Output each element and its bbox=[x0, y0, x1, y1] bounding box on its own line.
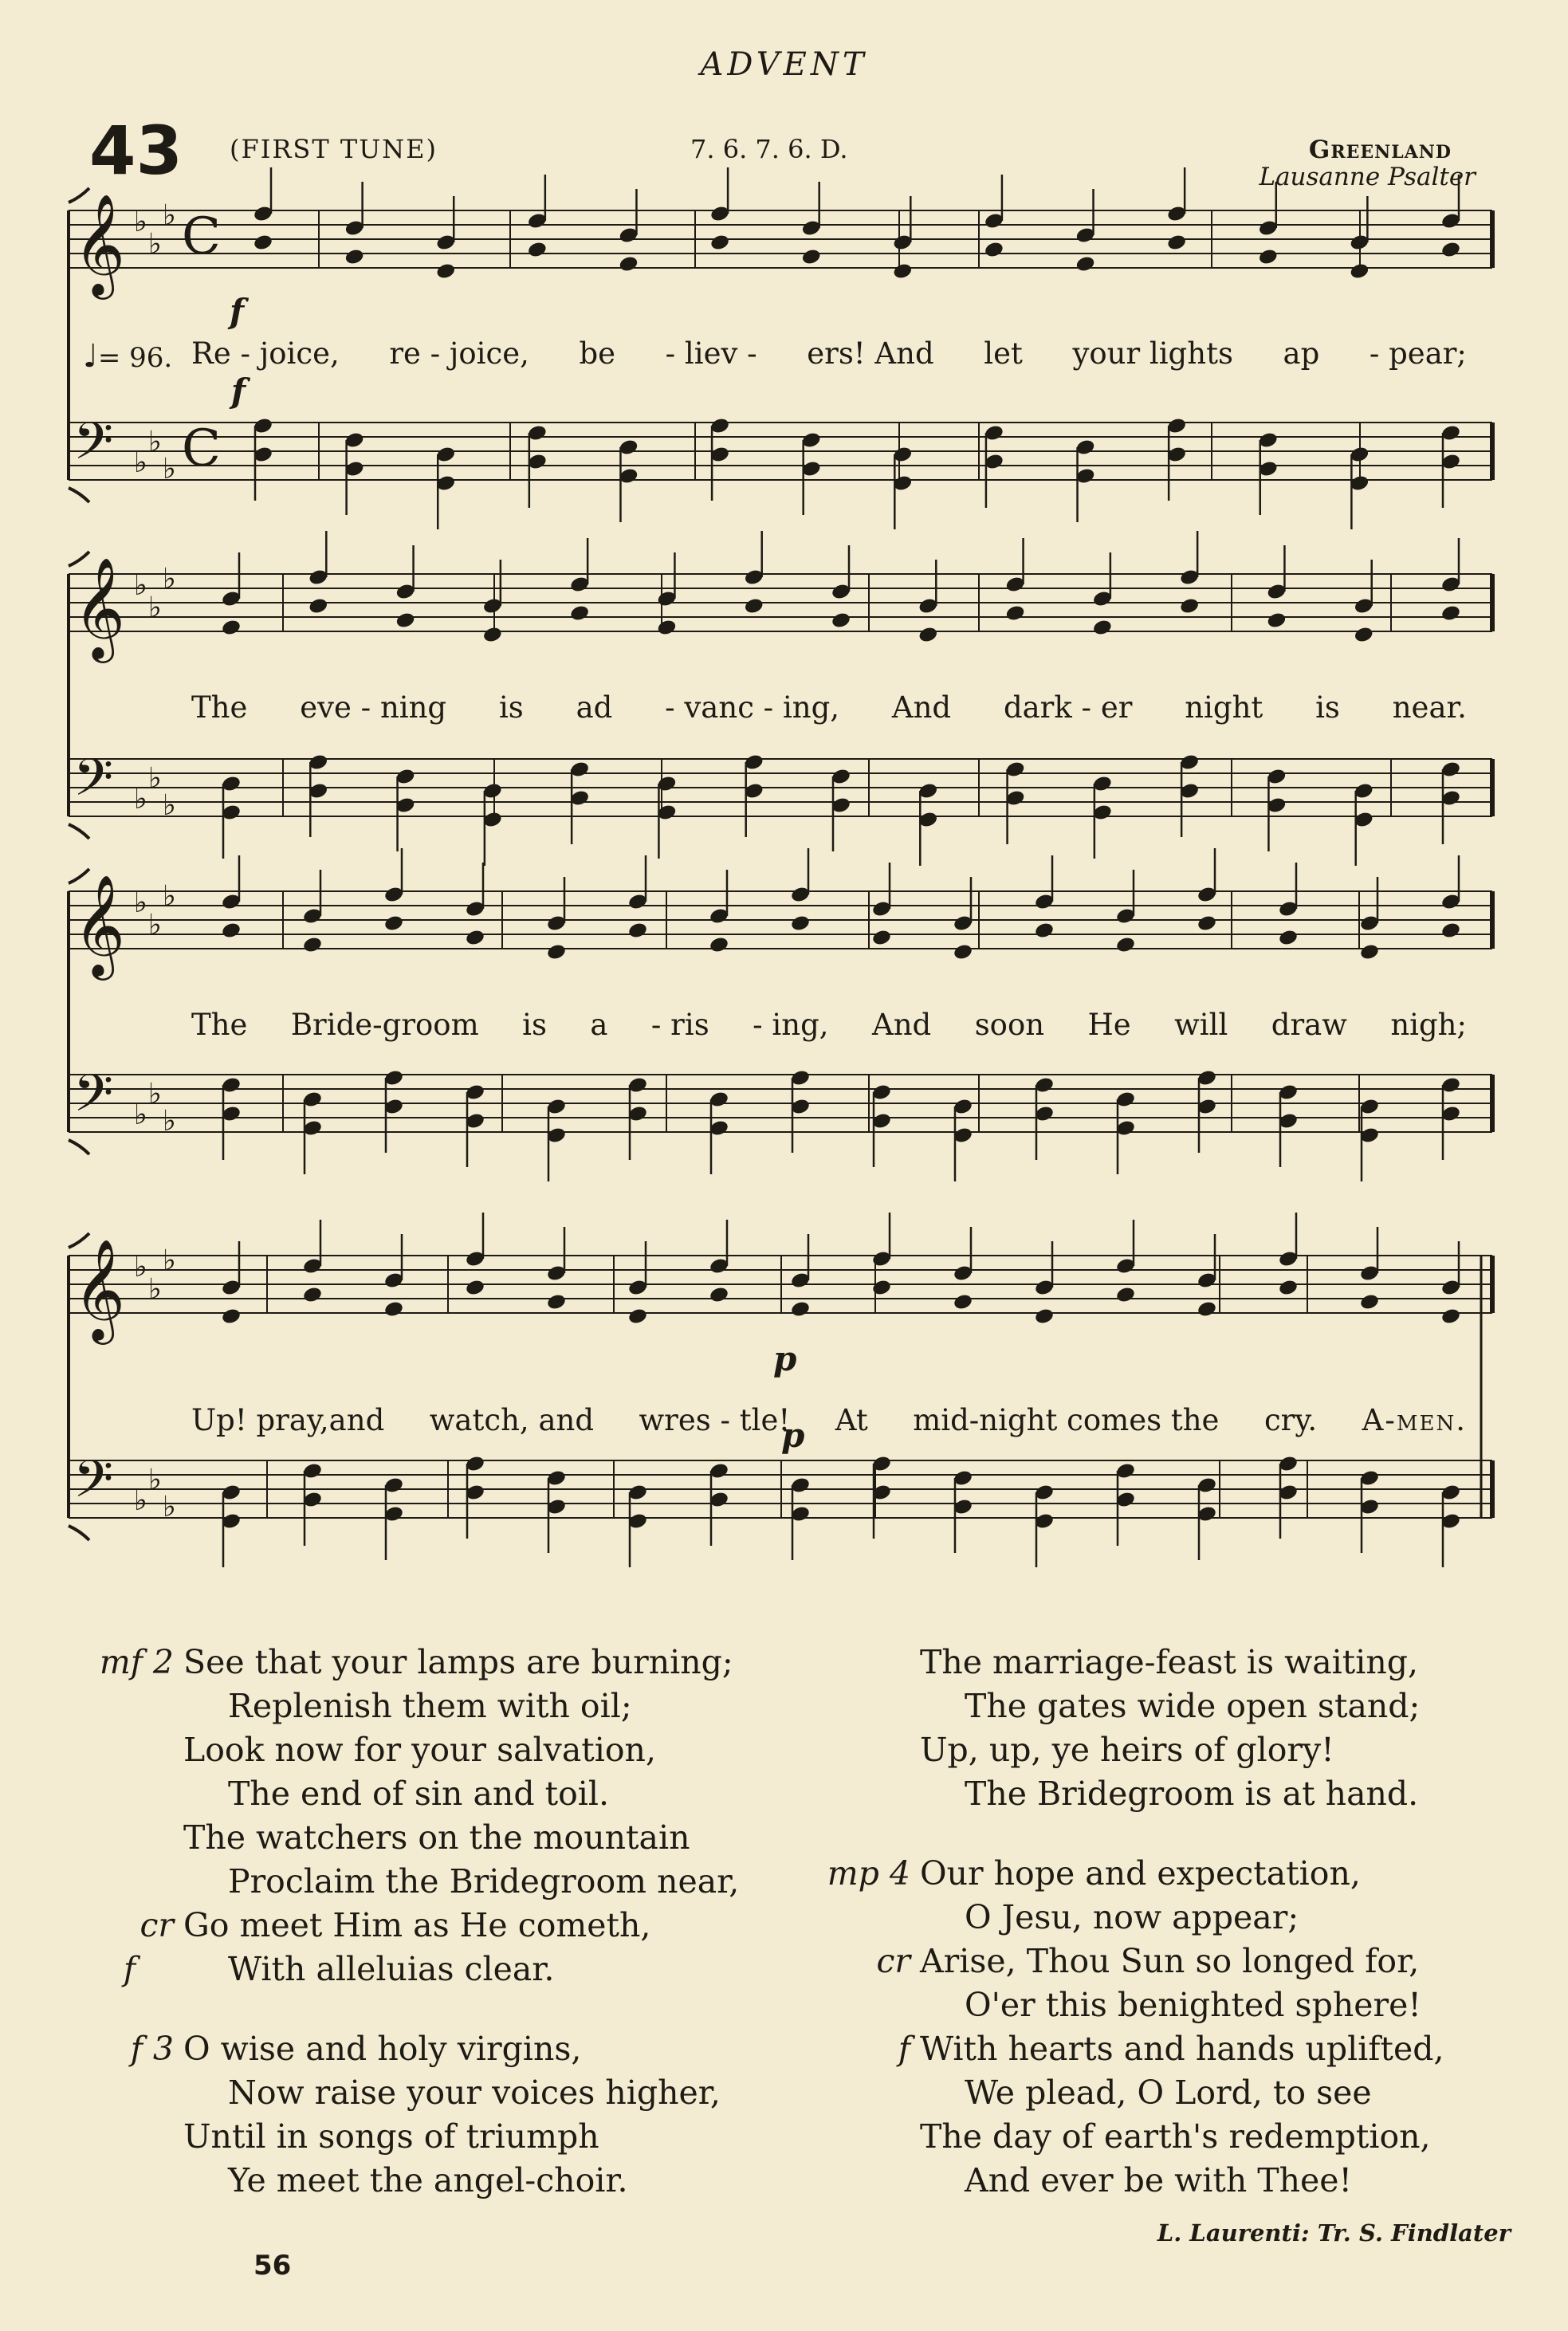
lyric-syllable: draw bbox=[1271, 1008, 1347, 1042]
notehead-icon bbox=[221, 922, 242, 940]
flat-icon: ♭ bbox=[134, 446, 147, 479]
lyric-syllable: ap bbox=[1283, 336, 1320, 371]
tune-note: (FIRST TUNE) bbox=[230, 134, 438, 164]
verse-line bbox=[827, 1852, 1444, 1896]
lyric-syllable: Bride-groom bbox=[290, 1008, 479, 1042]
lyric-syllable: - pear; bbox=[1369, 336, 1467, 371]
notehead-icon bbox=[627, 922, 648, 940]
notehead-icon bbox=[656, 619, 677, 637]
verse-line bbox=[920, 1983, 1444, 2027]
lyric-syllable: is bbox=[522, 1008, 547, 1042]
verse-text: Arise, Thou Sun so longed for, bbox=[920, 1942, 1420, 1980]
verses-left-column bbox=[99, 1641, 740, 2239]
verse-line bbox=[183, 1728, 739, 1772]
lyric-syllable: And bbox=[871, 1008, 932, 1042]
verse-text: O wise and holy virgins, bbox=[183, 2030, 582, 2068]
notehead-icon bbox=[308, 597, 328, 615]
lyric-syllable: be bbox=[579, 336, 616, 371]
bracket-cap bbox=[69, 488, 89, 502]
lyric-syllable: ad bbox=[576, 690, 613, 725]
notehead-icon bbox=[482, 626, 503, 644]
flat-icon: ♭ bbox=[134, 886, 147, 919]
hymn-number: 43 bbox=[89, 112, 183, 190]
notehead-icon bbox=[790, 914, 811, 933]
verse-text: We plead, O Lord, to see bbox=[965, 2074, 1372, 2112]
flat-icon: ♭ bbox=[134, 569, 147, 602]
meter: 7. 6. 7. 6. D. bbox=[690, 134, 848, 164]
lyric-syllable: The bbox=[191, 1008, 248, 1042]
verse-text: The Bridegroom is at hand. bbox=[965, 1775, 1419, 1813]
lyric-syllable: Up! pray,and bbox=[191, 1403, 385, 1437]
notehead-icon bbox=[1440, 1307, 1461, 1326]
lyric-syllable: mid-night comes the bbox=[913, 1403, 1220, 1437]
flat-icon: ♭ bbox=[148, 1464, 162, 1496]
notehead-icon bbox=[831, 611, 851, 630]
verse-line bbox=[183, 2071, 739, 2115]
verse-line bbox=[920, 1896, 1444, 1940]
verse-text: With alleluias clear. bbox=[228, 1950, 555, 1988]
notehead-icon bbox=[546, 1293, 567, 1311]
notehead-icon bbox=[1179, 597, 1200, 615]
page-number: 56 bbox=[253, 2250, 292, 2282]
verse-text: And ever be with Thee! bbox=[965, 2161, 1353, 2199]
notehead-icon bbox=[221, 619, 242, 637]
verse-line bbox=[920, 2071, 1444, 2115]
flat-icon: ♭ bbox=[163, 453, 176, 485]
notehead-icon bbox=[1278, 929, 1299, 947]
notehead-icon bbox=[871, 1279, 892, 1297]
notehead-icon bbox=[1349, 262, 1370, 281]
bass-clef-icon: 𝄢 bbox=[73, 412, 114, 484]
verse-text: Replenish them with oil; bbox=[228, 1687, 632, 1725]
verse-mark: f bbox=[123, 1950, 136, 1988]
bass-clef-icon: 𝄢 bbox=[73, 749, 114, 820]
verse-mark: mf 2 bbox=[99, 1643, 174, 1681]
lyric-syllable: is bbox=[498, 690, 524, 725]
lyric-syllable: - ing, bbox=[753, 1008, 829, 1042]
verse-text: Now raise your voices higher, bbox=[228, 2074, 721, 2112]
flat-icon: ♭ bbox=[134, 1099, 147, 1131]
notehead-icon bbox=[1440, 604, 1461, 623]
verse-line bbox=[123, 1948, 739, 1991]
verse-mark: mp 4 bbox=[827, 1854, 910, 1893]
verse-text: Look now for your salvation, bbox=[183, 1731, 656, 1769]
treble-clef-icon: 𝄞 bbox=[73, 193, 126, 295]
lyric-syllable: - liev - bbox=[665, 336, 757, 371]
verse-text: The day of earth's redemption, bbox=[920, 2117, 1431, 2156]
verse-text: The watchers on the mountain bbox=[183, 1818, 690, 1857]
flat-icon: ♭ bbox=[163, 1491, 176, 1523]
notehead-icon bbox=[1197, 914, 1217, 933]
lyric-syllable: dark - er bbox=[1003, 690, 1133, 725]
notehead-icon bbox=[801, 248, 822, 266]
verse-text: The gates wide open stand; bbox=[965, 1687, 1421, 1725]
notehead-icon bbox=[383, 914, 404, 933]
bracket-cap bbox=[69, 824, 89, 839]
dynamic-mark: f bbox=[231, 371, 246, 411]
lyric-syllable: is bbox=[1315, 690, 1340, 725]
verse-line bbox=[99, 1641, 739, 1684]
verse-text: Ye meet the angel-choir. bbox=[228, 2161, 628, 2199]
notehead-icon bbox=[627, 1307, 648, 1326]
flat-icon: ♭ bbox=[163, 880, 176, 913]
bass-clef-icon: 𝄢 bbox=[73, 1064, 114, 1136]
time-signature-icon: C bbox=[182, 207, 221, 266]
verse-line bbox=[183, 1684, 739, 1728]
flat-icon: ♭ bbox=[148, 426, 162, 458]
tempo-marking bbox=[83, 338, 172, 375]
notehead-icon bbox=[1166, 234, 1187, 252]
quarter-note-icon: ♩ bbox=[83, 338, 98, 375]
notehead-icon bbox=[892, 262, 913, 281]
verse-line bbox=[183, 1772, 739, 1816]
verse-mark: f 3 bbox=[130, 2030, 174, 2068]
verse-mark: cr bbox=[876, 1942, 910, 1980]
notehead-icon bbox=[221, 1307, 242, 1326]
lyric-syllable: - vanc - ing, bbox=[665, 690, 840, 725]
notehead-icon bbox=[709, 234, 730, 252]
verse-text: Our hope and expectation, bbox=[920, 1854, 1361, 1893]
notehead-icon bbox=[1115, 1286, 1136, 1304]
lyric-syllable: - ris bbox=[650, 1008, 709, 1042]
lyric-syllable: Re - joice, bbox=[191, 336, 340, 371]
notehead-icon bbox=[1115, 936, 1136, 954]
verses-right-column bbox=[827, 1641, 1444, 2239]
notehead-icon bbox=[953, 943, 973, 961]
verse-text: Until in songs of triumph bbox=[183, 2117, 599, 2156]
notehead-icon bbox=[465, 1279, 485, 1297]
flat-icon: ♭ bbox=[148, 228, 162, 261]
verse-line bbox=[183, 1816, 739, 1860]
notehead-icon bbox=[1075, 255, 1095, 273]
notehead-icon bbox=[1004, 604, 1025, 623]
lyric-syllable: night bbox=[1185, 690, 1263, 725]
notehead-icon bbox=[302, 936, 323, 954]
verse-line bbox=[920, 2159, 1444, 2203]
flat-icon: ♭ bbox=[163, 563, 176, 596]
flat-icon: ♭ bbox=[163, 1244, 176, 1277]
flat-icon: ♭ bbox=[134, 1251, 147, 1283]
notehead-icon bbox=[302, 1286, 323, 1304]
verse-text: The marriage-feast is waiting, bbox=[920, 1643, 1419, 1681]
lyrics-line-2 bbox=[191, 690, 1467, 725]
verse-line bbox=[183, 2115, 739, 2159]
lyric-syllable: will bbox=[1174, 1008, 1228, 1042]
lyric-syllable: nigh; bbox=[1390, 1008, 1467, 1042]
verse bbox=[130, 2027, 739, 2203]
flat-icon: ♭ bbox=[134, 1484, 147, 1517]
flat-icon: ♭ bbox=[163, 1105, 176, 1138]
notehead-icon bbox=[1034, 1307, 1055, 1326]
notehead-icon bbox=[1440, 241, 1461, 259]
notehead-icon bbox=[1440, 922, 1461, 940]
lyrics-line-3 bbox=[191, 1008, 1467, 1042]
lyrics-line-4 bbox=[191, 1403, 1467, 1437]
verse-line bbox=[183, 2159, 739, 2203]
verse-text: Up, up, ye heirs of glory! bbox=[920, 1731, 1334, 1769]
notehead-icon bbox=[953, 1293, 973, 1311]
notehead-icon bbox=[871, 929, 892, 947]
notehead-icon bbox=[253, 234, 273, 252]
attribution: L. Laurenti: Tr. S. Findlater bbox=[1157, 2219, 1511, 2246]
notehead-icon bbox=[344, 248, 365, 266]
time-signature-icon: C bbox=[182, 419, 221, 478]
tempo-value: = 96. bbox=[97, 342, 173, 374]
treble-clef-icon: 𝄞 bbox=[73, 874, 126, 976]
lyric-syllable: your lights bbox=[1072, 336, 1233, 371]
lyric-syllable: The bbox=[191, 690, 248, 725]
notehead-icon bbox=[1258, 248, 1279, 266]
notehead-icon bbox=[465, 929, 485, 947]
dynamic-mark: p bbox=[781, 1416, 805, 1455]
verse-text: O'er this benighted sphere! bbox=[965, 1986, 1421, 2024]
section-title: ADVENT bbox=[700, 46, 868, 83]
verse bbox=[99, 1641, 740, 1991]
lyric-syllable: wres - tle! bbox=[639, 1403, 791, 1437]
notehead-icon bbox=[569, 604, 590, 623]
verse-line bbox=[876, 1940, 1444, 1983]
notehead-icon bbox=[1197, 1300, 1217, 1319]
flat-icon: ♭ bbox=[134, 783, 147, 816]
verse-line bbox=[920, 1728, 1444, 1772]
verse-text: Proclaim the Bridegroom near, bbox=[228, 1862, 740, 1901]
notehead-icon bbox=[1359, 943, 1380, 961]
notehead-icon bbox=[1359, 1293, 1380, 1311]
lyric-syllable: watch, and bbox=[429, 1403, 595, 1437]
notehead-icon bbox=[1092, 619, 1113, 637]
notehead-icon bbox=[709, 936, 729, 954]
bass-clef-icon: 𝄢 bbox=[73, 1450, 114, 1522]
lyric-syllable: ers! And bbox=[807, 336, 934, 371]
lyrics-line-1 bbox=[191, 336, 1467, 371]
notehead-icon bbox=[618, 255, 639, 273]
notehead-icon bbox=[918, 626, 938, 644]
flat-icon: ♭ bbox=[148, 762, 162, 795]
notehead-icon bbox=[546, 943, 567, 961]
verse-line bbox=[898, 2027, 1444, 2071]
lyric-syllable: soon bbox=[974, 1008, 1045, 1042]
tune-name: Greenland bbox=[1308, 136, 1452, 164]
flat-icon: ♭ bbox=[148, 909, 162, 941]
verse-line bbox=[140, 1904, 739, 1948]
verse-line bbox=[920, 1641, 1444, 1684]
flat-icon: ♭ bbox=[134, 206, 147, 238]
dynamic-mark: p bbox=[773, 1339, 797, 1378]
lyric-syllable: At bbox=[835, 1403, 868, 1437]
verse-text: Go meet Him as He cometh, bbox=[183, 1906, 651, 1944]
notehead-icon bbox=[709, 1286, 729, 1304]
verse-mark: cr bbox=[140, 1906, 174, 1944]
verse-line bbox=[920, 1772, 1444, 1816]
bracket-cap bbox=[69, 1140, 89, 1154]
notehead-icon bbox=[383, 1300, 404, 1319]
verse-line bbox=[130, 2027, 739, 2071]
tune-source: Lausanne Psalter bbox=[1259, 163, 1476, 191]
lyric-syllable: He bbox=[1087, 1008, 1131, 1042]
bracket-cap bbox=[69, 1526, 89, 1540]
notehead-icon bbox=[1266, 611, 1287, 630]
verse bbox=[827, 1852, 1444, 2203]
notehead-icon bbox=[744, 597, 764, 615]
verse-mark: f bbox=[898, 2030, 910, 2068]
verse-text: The end of sin and toil. bbox=[228, 1775, 610, 1813]
lyric-syllable: eve - ning bbox=[300, 690, 447, 725]
verse-line bbox=[920, 1684, 1444, 1728]
notehead-icon bbox=[395, 611, 415, 630]
flat-icon: ♭ bbox=[163, 789, 176, 822]
flat-icon: ♭ bbox=[163, 199, 176, 232]
lyric-syllable: let bbox=[984, 336, 1023, 371]
verse-text: See that your lamps are burning; bbox=[183, 1643, 733, 1681]
lyric-syllable: a bbox=[590, 1008, 608, 1042]
verse-line bbox=[920, 2115, 1444, 2159]
lyric-syllable: And bbox=[891, 690, 952, 725]
flat-icon: ♭ bbox=[148, 592, 162, 624]
dynamic-mark: f bbox=[230, 292, 245, 331]
treble-clef-icon: 𝄞 bbox=[73, 1238, 126, 1340]
verse-text: O Jesu, now appear; bbox=[965, 1898, 1299, 1936]
treble-clef-icon: 𝄞 bbox=[73, 556, 126, 658]
verse bbox=[920, 1641, 1444, 1816]
flat-icon: ♭ bbox=[148, 1078, 162, 1110]
notehead-icon bbox=[527, 241, 548, 259]
notehead-icon bbox=[1354, 626, 1374, 644]
notehead-icon bbox=[984, 241, 1004, 259]
lyric-syllable: re - joice, bbox=[389, 336, 529, 371]
flat-icon: ♭ bbox=[148, 1273, 162, 1306]
notehead-icon bbox=[435, 262, 456, 281]
notehead-icon bbox=[1278, 1279, 1299, 1297]
notehead-icon bbox=[1034, 922, 1055, 940]
lyric-syllable: near. bbox=[1392, 690, 1467, 725]
lyric-syllable: cry. bbox=[1263, 1403, 1318, 1437]
notehead-icon bbox=[790, 1300, 811, 1319]
verse-line bbox=[183, 1860, 739, 1904]
lyric-syllable: A-men. bbox=[1362, 1403, 1467, 1437]
verse-text: With hearts and hands uplifted, bbox=[920, 2030, 1444, 2068]
